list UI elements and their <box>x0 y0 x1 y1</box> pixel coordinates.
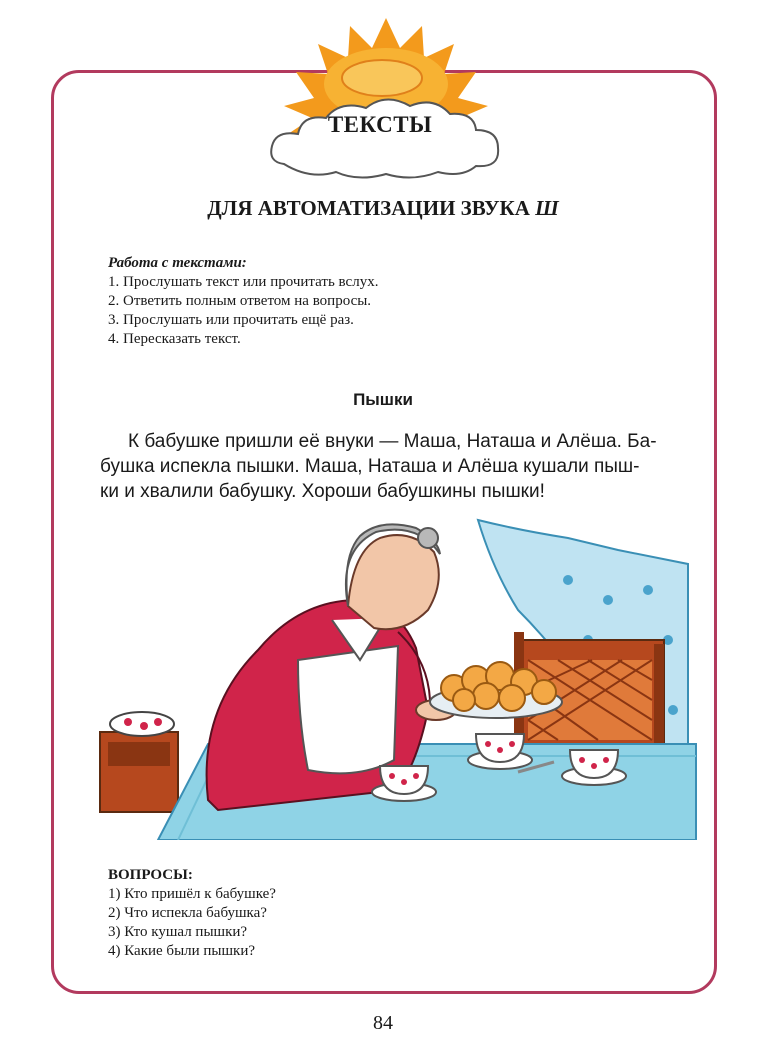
questions-heading: ВОПРОСЫ: <box>108 867 193 883</box>
sun-cloud-illustration <box>262 14 510 184</box>
section-subtitle <box>60 196 706 221</box>
story-line: ки и хвалили бабушку. Хороши бабушкины пышки! <box>100 481 545 502</box>
story-line: К бабушке пришли её внуки — Маша, Наташа и Алёша. Ба- <box>128 431 657 452</box>
instructions-heading: Работа с текстами: <box>108 255 247 271</box>
subtitle-main: ДЛЯ АВТОМАТИЗАЦИИ ЗВУКА <box>207 196 530 220</box>
page-number: 84 <box>373 1012 393 1034</box>
question-item: 1) Кто пришёл к бабушке? <box>108 886 276 902</box>
story-line: бушка испекла пышки. Маша, Наташа и Алёша кушали пыш- <box>100 456 640 477</box>
grandmother-illustration <box>98 510 698 840</box>
story-text <box>100 429 680 504</box>
question-item: 2) Что испекла бабушка? <box>108 905 267 921</box>
story-title: Пышки <box>353 390 413 409</box>
instructions <box>108 254 378 349</box>
cabinet-icon <box>100 712 178 812</box>
subtitle-sound: Ш <box>535 196 559 220</box>
instruction-item: 2. Ответить полным ответом на вопросы. <box>108 293 372 309</box>
instruction-item: 3. Прослушать или прочитать ещё раз. <box>108 312 354 328</box>
instruction-item: 4. Пересказать текст. <box>108 331 241 347</box>
question-item: 3) Кто кушал пышки? <box>108 924 248 940</box>
questions <box>108 866 276 961</box>
question-item: 4) Какие были пышки? <box>108 943 256 959</box>
section-title: ТЕКСТЫ <box>327 112 433 137</box>
instruction-item: 1. Прослушать текст или прочитать вслух. <box>108 274 379 290</box>
